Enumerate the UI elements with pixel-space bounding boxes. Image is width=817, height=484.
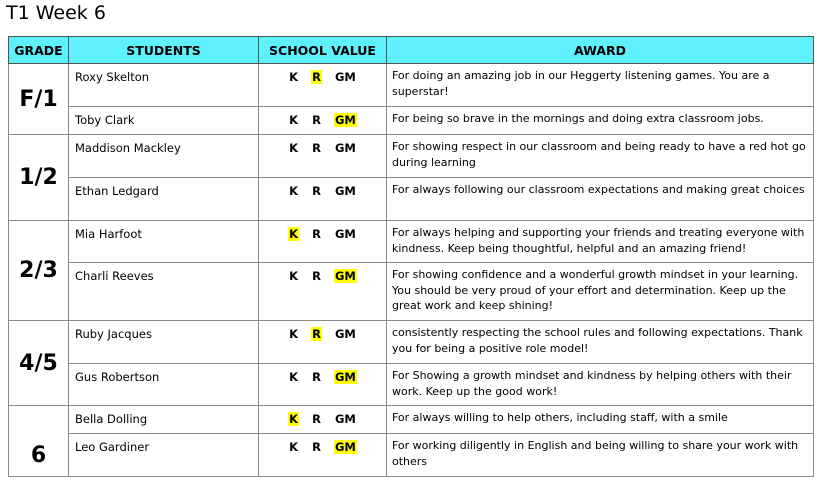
table-row <box>9 321 814 364</box>
student-name: Toby Clark <box>69 107 259 135</box>
table-row <box>9 107 814 135</box>
student-name: Ethan Ledgard <box>69 178 259 221</box>
school-value-cell <box>259 364 387 406</box>
value-r: R <box>312 113 321 127</box>
value-k: K <box>289 327 299 341</box>
school-value-cell <box>259 434 387 477</box>
value-k: K <box>289 141 299 155</box>
value-r: R <box>312 70 321 84</box>
header-row <box>9 37 814 64</box>
award-text: For always helping and supporting your friends and treating everyone with kindness. Keep being thoughtful, helpful and an amazing friend! <box>387 221 814 263</box>
value-k: K <box>289 70 299 84</box>
grade-cell: 2/3 <box>9 221 69 321</box>
value-gm: GM <box>334 370 356 384</box>
value-k: K <box>289 227 299 241</box>
grade-cell: 4/5 <box>9 321 69 406</box>
grade-header: GRADE <box>9 37 69 64</box>
value-k: K <box>289 412 299 426</box>
table-row <box>9 64 814 107</box>
award-text: For Showing a growth mindset and kindness by helping others with their work. Keep up the good work! <box>387 364 814 406</box>
value-k: K <box>289 113 299 127</box>
value-gm: GM <box>334 412 356 426</box>
award-text: For working diligently in English and being willing to share your work with others <box>387 434 814 477</box>
value-gm: GM <box>334 184 356 198</box>
award-text: For always following our classroom expectations and making great choices <box>387 178 814 221</box>
school-value-cell <box>259 64 387 107</box>
value-gm: GM <box>334 269 356 283</box>
table-row <box>9 221 814 263</box>
award-text: For being so brave in the mornings and doing extra classroom jobs. <box>387 107 814 135</box>
value-k: K <box>289 370 299 384</box>
value-r: R <box>312 327 321 341</box>
value-k: K <box>289 440 299 454</box>
award-text: For always willing to help others, including staff, with a smile <box>387 406 814 434</box>
value-k: K <box>289 184 299 198</box>
school-value-cell <box>259 406 387 434</box>
school-value-cell <box>259 135 387 178</box>
grade-cell: 1/2 <box>9 135 69 221</box>
school-value-cell <box>259 107 387 135</box>
award-text: For showing confidence and a wonderful growth mindset in your learning. You should be very proud of your effort and determination. Keep up the great work and keep shining! <box>387 263 814 321</box>
award-header: AWARD <box>387 37 814 64</box>
grade-cell: F/1 <box>9 64 69 135</box>
student-name: Mia Harfoot <box>69 221 259 263</box>
value-r: R <box>312 269 321 283</box>
value-gm: GM <box>334 327 356 341</box>
award-text: For doing an amazing job in our Heggerty listening games. You are a superstar! <box>387 64 814 107</box>
school-value-cell <box>259 263 387 321</box>
table-row <box>9 263 814 321</box>
value-r: R <box>312 412 321 426</box>
value-gm: GM <box>334 113 356 127</box>
students-header: STUDENTS <box>69 37 259 64</box>
school-value-cell <box>259 178 387 221</box>
award-text: For showing respect in our classroom and being ready to have a red hot go during learning <box>387 135 814 178</box>
student-name: Roxy Skelton <box>69 64 259 107</box>
page-title: T1 Week 6 <box>6 2 106 24</box>
value-r: R <box>312 227 321 241</box>
value-k: K <box>289 269 299 283</box>
table-row <box>9 364 814 406</box>
school-value-header: SCHOOL VALUE <box>259 37 387 64</box>
awards-table <box>8 36 814 477</box>
student-name: Gus Robertson <box>69 364 259 406</box>
value-gm: GM <box>334 440 356 454</box>
student-name: Ruby Jacques <box>69 321 259 364</box>
value-gm: GM <box>334 227 356 241</box>
table-row <box>9 434 814 477</box>
school-value-cell <box>259 321 387 364</box>
school-value-cell <box>259 221 387 263</box>
table-row <box>9 178 814 221</box>
value-gm: GM <box>334 70 356 84</box>
value-r: R <box>312 370 321 384</box>
value-r: R <box>312 184 321 198</box>
student-name: Leo Gardiner <box>69 434 259 477</box>
value-r: R <box>312 141 321 155</box>
table-row <box>9 135 814 178</box>
award-text: consistently respecting the school rules and following expectations. Thank you for being a positive role model! <box>387 321 814 364</box>
grade-cell: 6 <box>9 406 69 477</box>
value-gm: GM <box>334 141 356 155</box>
table-row <box>9 406 814 434</box>
student-name: Bella Dolling <box>69 406 259 434</box>
student-name: Charli Reeves <box>69 263 259 321</box>
student-name: Maddison Mackley <box>69 135 259 178</box>
value-r: R <box>312 440 321 454</box>
